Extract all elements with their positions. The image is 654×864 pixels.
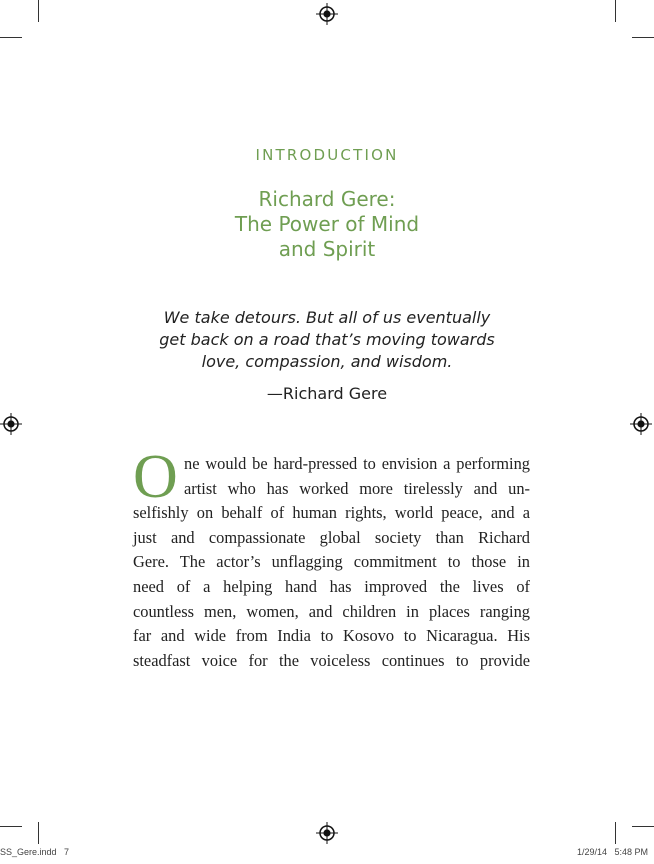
body-line: need of a helping hand has improved the lives of	[133, 576, 530, 596]
section-label: INTRODUCTION	[255, 146, 399, 164]
epigraph-attribution: —Richard Gere	[266, 384, 388, 403]
body-line: Gere. The actor’s unflagging commitment to those in	[133, 552, 530, 572]
crop-mark-bottom-left-v	[38, 822, 39, 844]
slug-datetime: 1/29/14 5:48 PM	[576, 847, 648, 857]
chapter-title-line: The Power of Mind	[234, 212, 420, 236]
chapter-title	[0, 187, 654, 262]
chapter-title-line: and Spirit	[278, 237, 376, 261]
crop-mark-bottom-right-h	[632, 826, 654, 827]
crop-mark-bottom-left-h	[0, 826, 22, 827]
epigraph-line: get back on a road that’s moving towards	[159, 330, 495, 349]
body-line: just and compassionate global society than Richard	[133, 527, 530, 547]
epigraph-quote	[0, 307, 654, 373]
crop-mark-top-left-v	[38, 0, 39, 22]
body-line: far and wide from India to Kosovo to Nicaragua. His	[133, 626, 530, 646]
body-paragraph	[133, 443, 530, 673]
registration-mark-icon	[316, 3, 338, 25]
body-line: artist who has worked more tirelessly and un-	[184, 478, 530, 498]
crop-mark-bottom-right-v	[615, 822, 616, 844]
crop-mark-top-right-h	[632, 37, 654, 38]
epigraph-line: We take detours. But all of us eventually	[163, 308, 491, 327]
body-line: countless men, women, and children in places ranging	[133, 601, 530, 621]
slug-file-info: SS_Gere.indd 7	[0, 847, 70, 857]
crop-mark-top-right-v	[615, 0, 616, 22]
crop-mark-top-left-h	[0, 37, 22, 38]
drop-cap: O	[133, 443, 178, 511]
chapter-title-line: Richard Gere:	[258, 187, 396, 211]
epigraph-line: love, compassion, and wisdom.	[201, 352, 453, 371]
registration-mark-icon	[0, 413, 22, 435]
body-line: ne would be hard-pressed to envision a performing	[184, 454, 530, 473]
body-line: steadfast voice for the voiceless continues to provide	[133, 650, 530, 670]
registration-mark-icon	[316, 822, 338, 844]
registration-mark-icon	[630, 413, 652, 435]
body-line: selfishly on behalf of human rights, world peace, and a	[133, 503, 530, 523]
